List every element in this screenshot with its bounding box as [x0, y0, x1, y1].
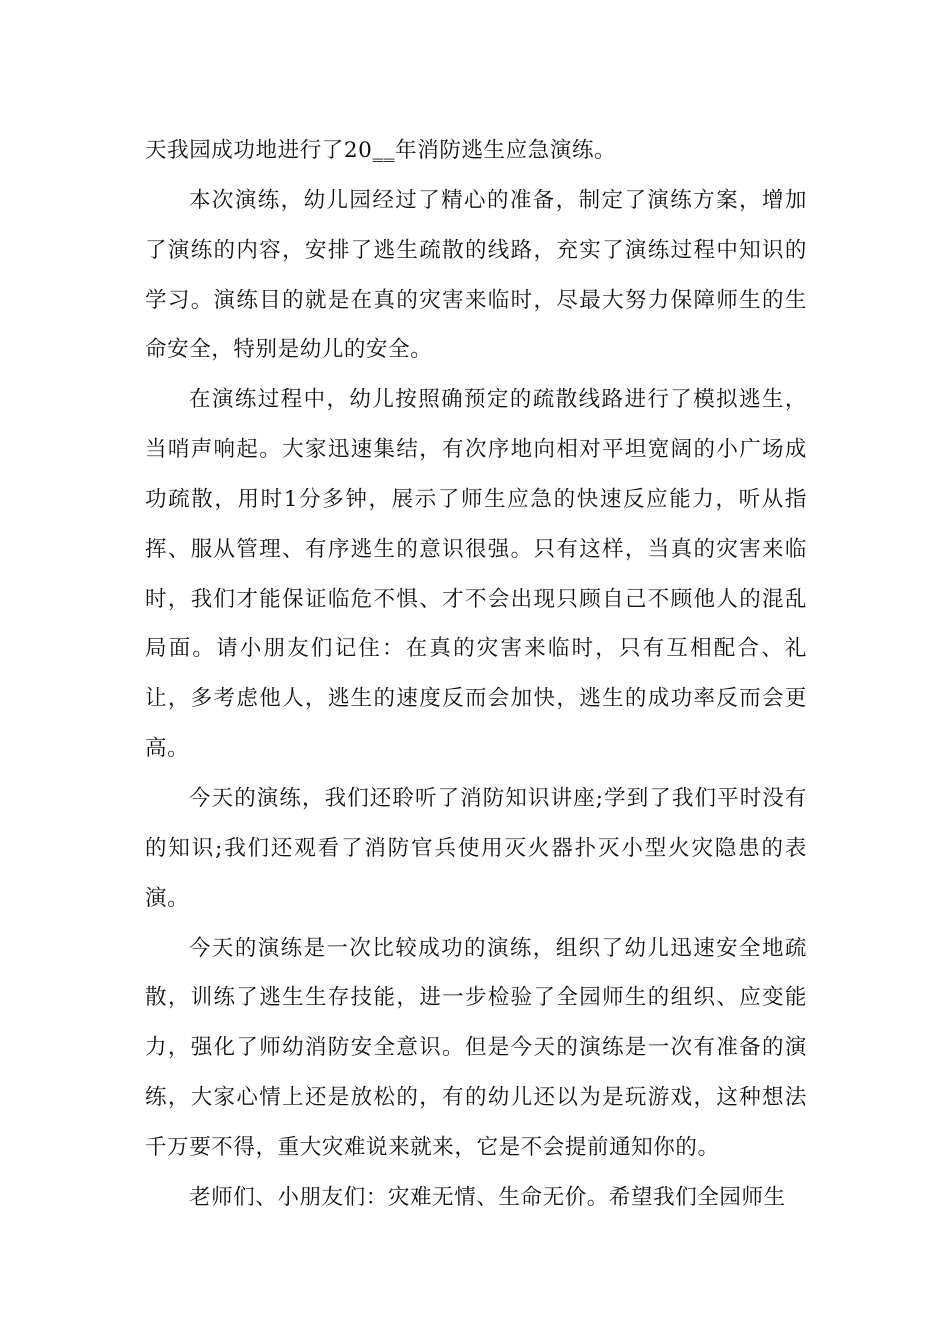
paragraph-fire-knowledge: 今天的演练，我们还聆听了消防知识讲座;学到了我们平时没有的知识;我们还观看了消防官兵使用灭火器扑灭小型火灾隐患的表演。 — [145, 785, 807, 911]
paragraph-drill-process: 在演练过程中，幼儿按照确预定的疏散线路进行了模拟逃生，当哨声响起。大家迅速集结，有次序地向相对平坦宽阔的小广场成功疏散，用时1分多钟，展示了师生应急的快速反应能力，听从指挥、服从管理、有序逃生的意识很强。只有这样，当真的灾害来临时，我们才能保证临危不惧、才不会出现只顾自己不顾他人的混乱局面。请小朋友们记住：在真的灾害来临时，只有互相配合、礼让，多考虑他人，逃生的速度反而会加快，逃生的成功率反而会更高。 — [145, 387, 807, 762]
paragraph-preparation: 本次演练，幼儿园经过了精心的准备，制定了演练方案，增加了演练的内容，安排了逃生疏散的线路，充实了演练过程中知识的学习。演练目的就是在真的灾害来临时，尽最大努力保障师生的生命安全，特别是幼儿的安全。 — [145, 187, 807, 363]
document-body — [145, 126, 807, 1223]
paragraph-continued: 天我园成功地进行了20‗‗年消防逃生应急演练。 — [145, 138, 617, 163]
paragraph-closing: 老师们、小朋友们：灾难无情、生命无价。希望我们全园师生 — [189, 1184, 786, 1210]
paragraph-evaluation: 今天的演练是一次比较成功的演练，组织了幼儿迅速安全地疏散，训练了逃生生存技能，进一步检验了全园师生的组织、应变能力，强化了师幼消防安全意识。但是今天的演练是一次有准备的演练，大家心情上还是放松的，有的幼儿还以为是玩游戏，这种想法千万要不得，重大灾难说来就来，它是不会提前通知你的。 — [145, 935, 807, 1160]
